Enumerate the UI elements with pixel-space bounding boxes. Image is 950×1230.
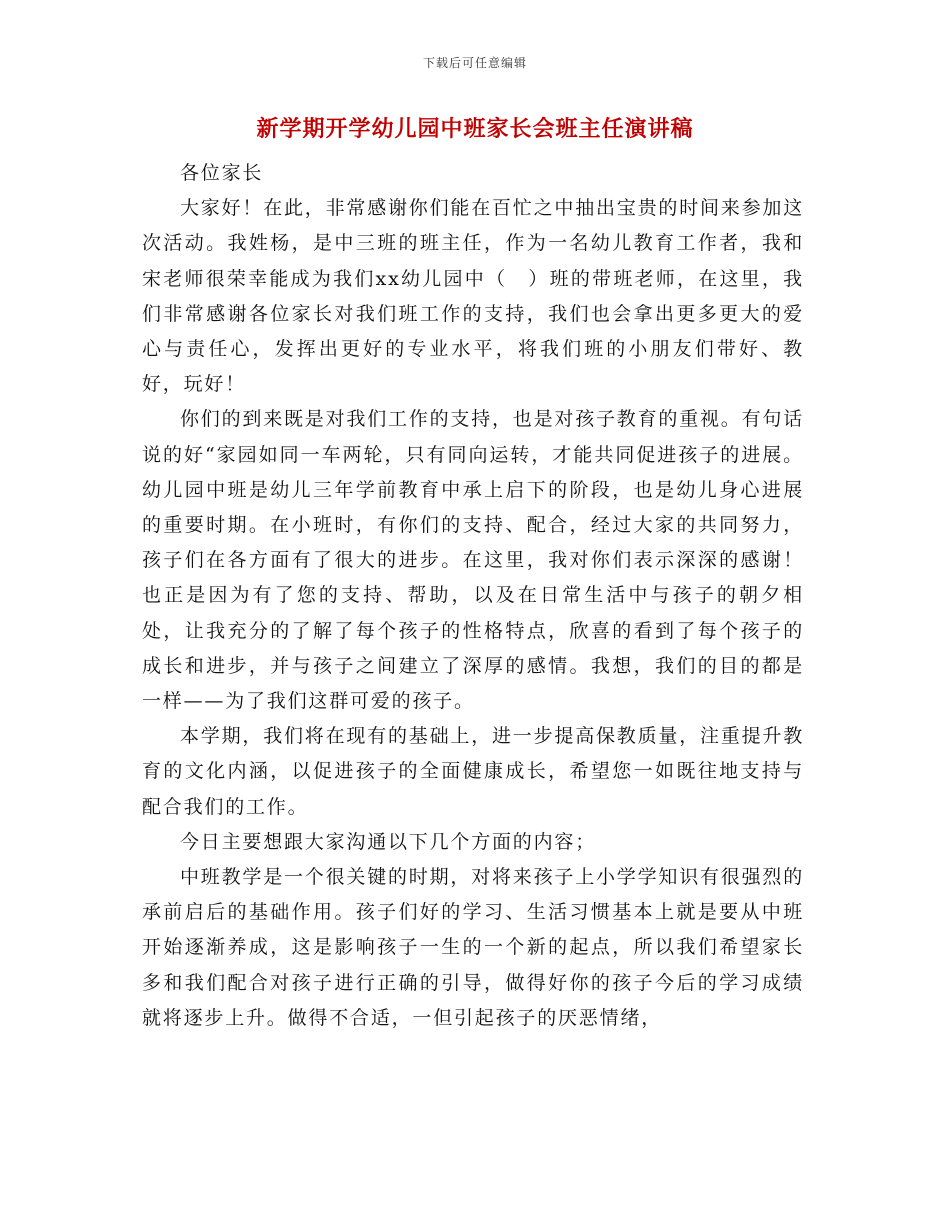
page-header-note: 下载后可任意编辑	[422, 56, 527, 70]
paragraph-middle-class-teaching: 中班教学是一个很关键的时期，对将来孩子上小学学知识有很强烈的承前启后的基础作用。孩子们好的学习、生活习惯基本上就是要从中班开始逐渐养成，这是影响孩子一生的一个新的起点，所以我们希望家长多和我们配合对孩子进行正确的引导，做得好你的孩子今后的学习成绩就将逐步上升。做得不合适，一但引起孩子的厌恶情绪，	[142, 866, 805, 1029]
paragraph-topics-intro: 今日主要想跟大家沟通以下几个方面的内容；	[180, 830, 597, 853]
paragraph-greeting: 大家好！在此，非常感谢你们能在百忙之中抽出宝贵的时间来参加这次活动。我姓杨，是中三班的班主任，作为一名幼儿教育工作者，我和宋老师很荣幸能成为我们xx幼儿园中（ ）班的带班老师，在这里，我们非常感谢各位家长对我们班工作的支持，我们也会拿出更多更大的爱心与责任心，发挥出更好的专业水平，将我们班的小朋友们带好、教好，玩好！	[142, 197, 805, 396]
paragraph-thanks: 你们的到来既是对我们工作的支持，也是对孩子教育的重视。有句话说的好“家园如同一车两轮，只有同向运转，才能共同促进孩子的进展。幼儿园中班是幼儿三年学前教育中承上启下的阶段，也是幼儿身心进展的重要时期。在小班时，有你们的支持、配合，经过大家的共同努力，孩子们在各方面有了很大的进步。在这里，我对你们表示深深的感谢！也正是因为有了您的支持、帮助，以及在日常生活中与孩子的朝夕相处，让我充分的了解了每个孩子的性格特点，欣喜的看到了每个孩子的成长和进步，并与孩子之间建立了深厚的感情。我想，我们的目的都是一样——为了我们这群可爱的孩子。	[142, 408, 805, 713]
paragraph-semester-plan: 本学期，我们将在现有的基础上，进一步提高保教质量，注重提升教育的文化内涵，以促进孩子的全面健康成长，希望您一如既往地支持与配合我们的工作。	[142, 725, 805, 818]
document-body	[142, 156, 804, 1036]
salutation: 各位家长	[180, 162, 264, 184]
document-title: 新学期开学幼儿园中班家长会班主任演讲稿	[256, 116, 694, 142]
